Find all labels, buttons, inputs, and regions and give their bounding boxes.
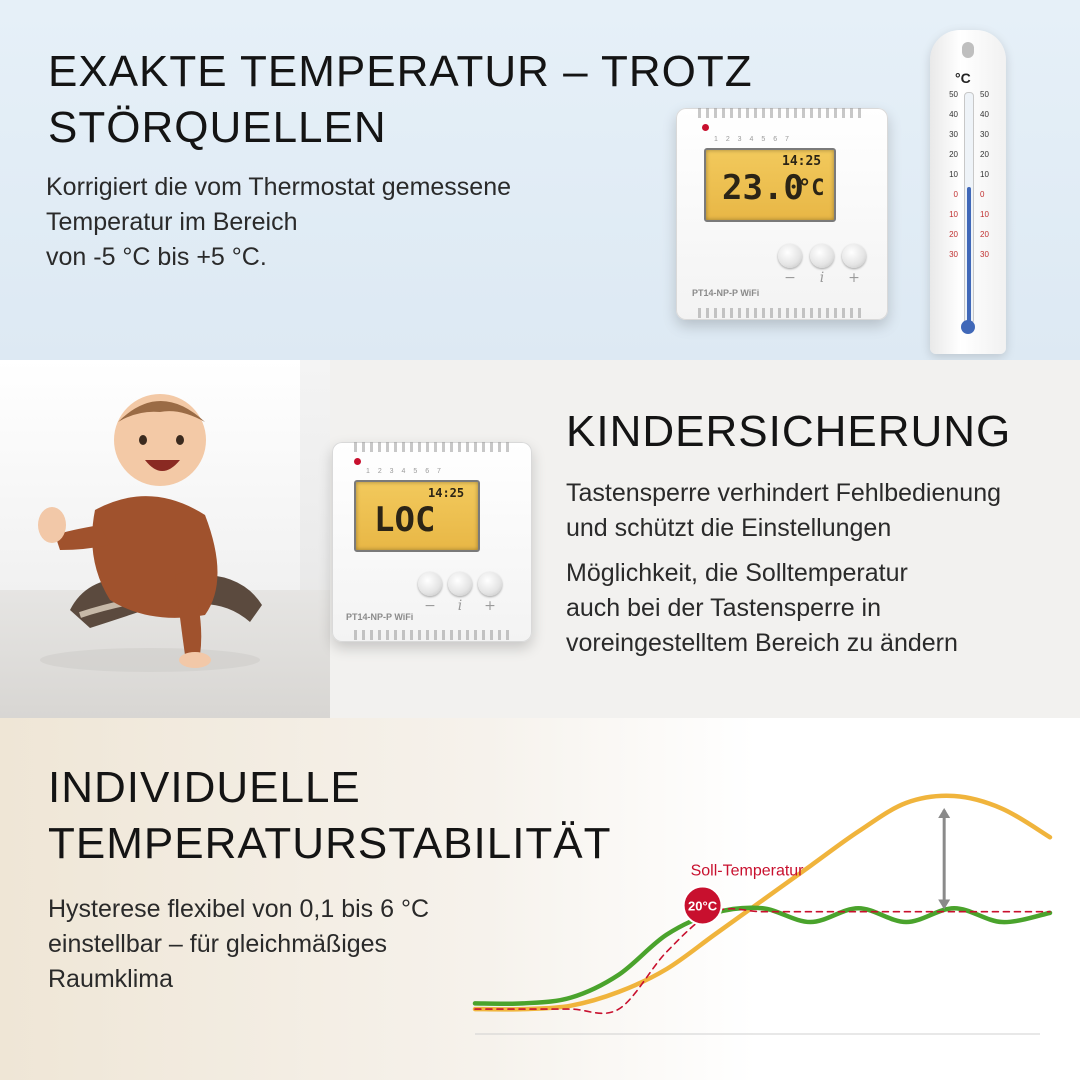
model-label: PT14-NP-P WiFi bbox=[692, 288, 760, 298]
baby-photo bbox=[0, 360, 330, 718]
hysteresis-chart bbox=[460, 770, 1060, 1070]
plus-button[interactable] bbox=[842, 244, 866, 268]
body-line: einstellbar – für gleichmäßiges bbox=[48, 930, 388, 958]
body-line: von -5 °C bis +5 °C. bbox=[46, 243, 267, 271]
minus-button[interactable] bbox=[778, 244, 802, 268]
thermometer-tube bbox=[964, 92, 974, 324]
heading-line-2: STÖRQUELLEN bbox=[48, 103, 387, 152]
plus-button[interactable] bbox=[478, 572, 502, 596]
scale-tick-label: 10 bbox=[949, 210, 958, 219]
heading-line-1: EXAKTE TEMPERATUR – TROTZ bbox=[48, 47, 753, 96]
scale-tick-label: 10 bbox=[980, 210, 989, 219]
minus-label: − bbox=[424, 598, 436, 614]
vent-bottom bbox=[354, 630, 510, 640]
section-child-lock bbox=[0, 360, 1080, 718]
lcd-temperature: 23.0 bbox=[722, 168, 804, 208]
heading-child-lock: KINDERSICHERUNG bbox=[566, 407, 1012, 456]
heading-line-2: TEMPERATURSTABILITÄT bbox=[48, 819, 612, 868]
scale-tick-label: 10 bbox=[980, 170, 989, 179]
lcd-display bbox=[354, 480, 480, 552]
setpoint-annotation: Soll-Temperatur bbox=[690, 862, 804, 880]
thermometer-bulb bbox=[961, 320, 975, 334]
scale-tick-label: 0 bbox=[953, 190, 958, 199]
vent-top bbox=[354, 442, 510, 452]
minus-label: − bbox=[784, 270, 796, 286]
scale-tick-label: 50 bbox=[949, 90, 958, 99]
section-exact-temperature bbox=[0, 0, 1080, 360]
body-line: Raumklima bbox=[48, 965, 174, 993]
body-line: voreingestelltem Bereich zu ändern bbox=[566, 629, 958, 657]
lcd-lock-indicator: LOC bbox=[374, 500, 436, 540]
scale-tick-label: 30 bbox=[980, 130, 989, 139]
scale-tick-label: 20 bbox=[949, 230, 958, 239]
scale-tick-label: 30 bbox=[980, 250, 989, 259]
heading-line-1: INDIVIDUELLE bbox=[48, 763, 361, 812]
body-line: Möglichkeit, die Solltemperatur bbox=[566, 559, 908, 587]
scale-tick-label: 30 bbox=[949, 130, 958, 139]
plus-label: + bbox=[848, 270, 860, 286]
body-line: Korrigiert die vom Thermostat gemessene bbox=[46, 173, 512, 201]
text-hysteresis bbox=[48, 892, 508, 997]
wall-thermometer bbox=[930, 30, 1006, 354]
hanging-hole bbox=[962, 42, 974, 58]
baby-illustration bbox=[0, 360, 330, 718]
status-led bbox=[354, 458, 361, 465]
weekday-indicator: 1 2 3 4 5 6 7 bbox=[366, 468, 444, 475]
minus-button[interactable] bbox=[418, 572, 442, 596]
info-label: i bbox=[457, 598, 463, 614]
lcd-display bbox=[704, 148, 836, 222]
text-setpoint-change bbox=[566, 556, 1066, 661]
info-label: i bbox=[819, 270, 825, 286]
series-line-actual bbox=[475, 796, 1050, 1010]
model-label: PT14-NP-P WiFi bbox=[346, 612, 414, 622]
text-key-lock bbox=[566, 476, 1066, 546]
weekday-indicator: 1 2 3 4 5 6 7 bbox=[714, 136, 792, 143]
thermometer-unit: °C bbox=[955, 70, 971, 86]
scale-tick-label: 40 bbox=[980, 110, 989, 119]
scale-tick-label: 30 bbox=[949, 250, 958, 259]
scale-tick-label: 50 bbox=[980, 90, 989, 99]
lcd-unit: °C bbox=[798, 176, 825, 201]
info-button[interactable] bbox=[448, 572, 472, 596]
scale-tick-label: 20 bbox=[949, 150, 958, 159]
thermometer-fluid bbox=[967, 187, 971, 323]
scale-tick-label: 20 bbox=[980, 230, 989, 239]
scale-tick-label: 0 bbox=[980, 190, 985, 199]
lcd-time: 14:25 bbox=[782, 154, 822, 169]
section-temperature-stability bbox=[0, 718, 1080, 1080]
body-line: Hysterese flexibel von 0,1 bis 6 °C bbox=[48, 895, 430, 923]
lcd-time: 14:25 bbox=[428, 486, 465, 500]
body-line: und schützt die Einstellungen bbox=[566, 514, 892, 542]
scale-tick-label: 20 bbox=[980, 150, 989, 159]
vent-bottom bbox=[698, 308, 866, 318]
thermostat-device-locked bbox=[332, 442, 532, 642]
body-line: auch bei der Tastensperre in bbox=[566, 594, 882, 622]
body-line: Tastensperre verhindert Fehlbedienung bbox=[566, 479, 1001, 507]
scale-tick-label: 10 bbox=[949, 170, 958, 179]
text-correction-range bbox=[46, 170, 646, 275]
info-button[interactable] bbox=[810, 244, 834, 268]
plus-label: + bbox=[484, 598, 496, 614]
status-led bbox=[702, 124, 709, 131]
arrow-head-top bbox=[938, 808, 950, 818]
chart-layer bbox=[475, 796, 1050, 1034]
scale-tick-label: 40 bbox=[949, 110, 958, 119]
vent-top bbox=[698, 108, 866, 118]
setpoint-badge-label: 20°C bbox=[688, 898, 718, 914]
body-line: Temperatur im Bereich bbox=[46, 208, 298, 236]
series-line-stable bbox=[475, 908, 1050, 1004]
thermostat-device bbox=[676, 108, 888, 320]
